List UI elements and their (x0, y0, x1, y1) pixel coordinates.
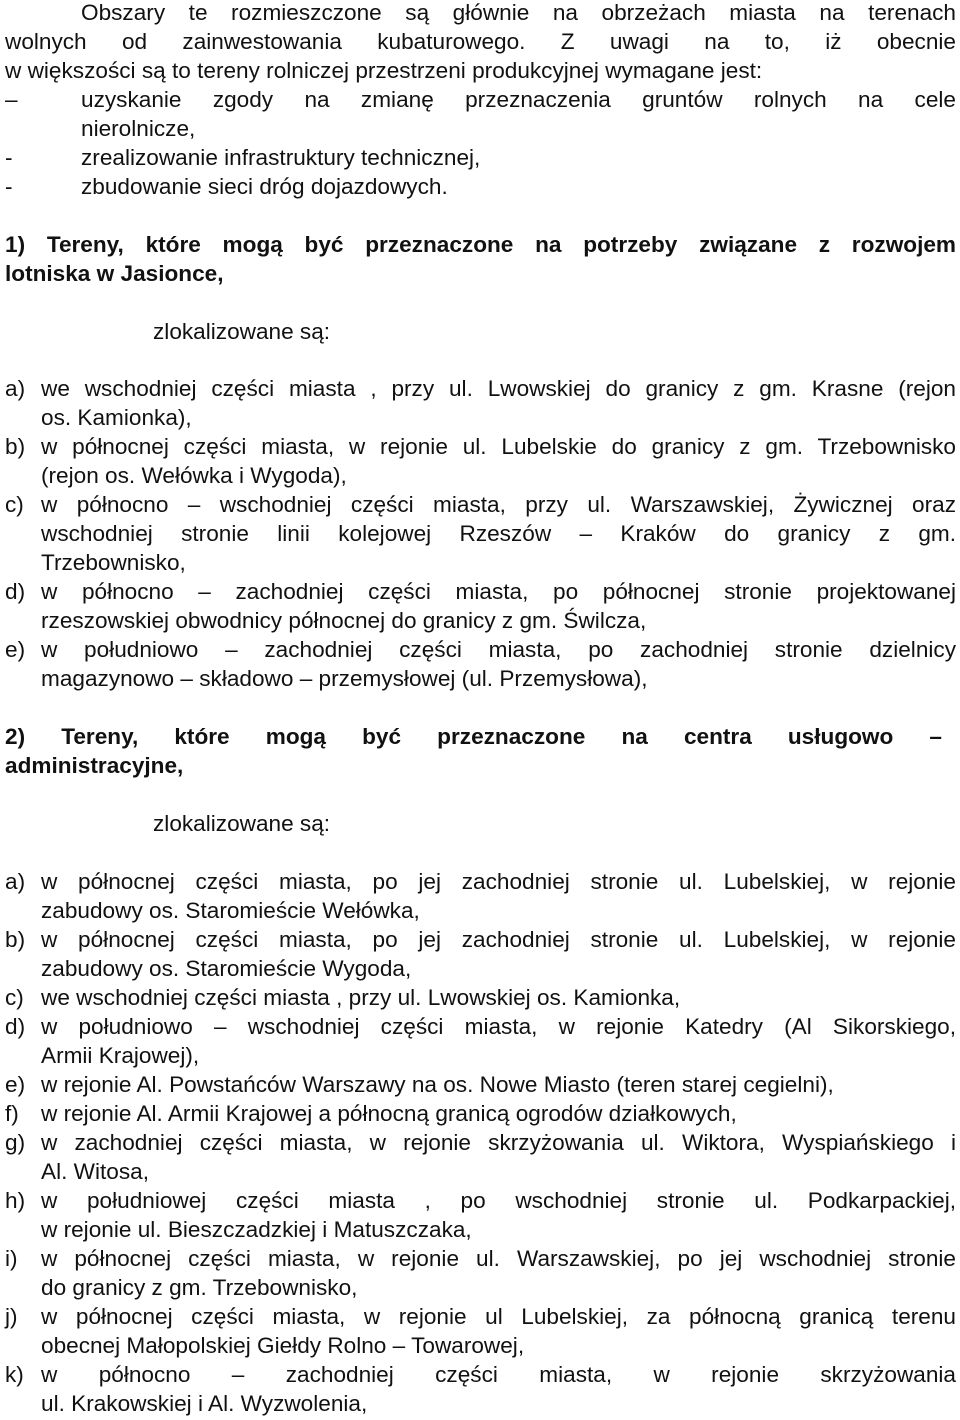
item-marker: i) (5, 1246, 18, 1271)
bullet-text: uzyskanie zgody na zmianę przeznaczenia gruntów rolnych na cele (81, 87, 956, 112)
item-text: w północnej części miasta, po jej zachodniej stronie ul. Lubelskiej, w rejonie (41, 927, 956, 952)
bullet-text: zbudowanie sieci dróg dojazdowych. (81, 174, 448, 199)
item-text: w północno – zachodniej części miasta, w rejonie skrzyżowania (41, 1362, 956, 1387)
section-2-item-k (0, 1360, 960, 1389)
item-marker: b) (5, 927, 26, 952)
section-1-item-c (0, 490, 960, 519)
item-text: w południowo – wschodniej części miasta, w rejonie Katedry (Al Sikorskiego, (41, 1014, 956, 1039)
item-text: ul. Krakowskiej i Al. Wyzwolenia, (41, 1391, 368, 1416)
item-marker: g) (5, 1130, 26, 1155)
section-2-item-j-continuation (0, 1331, 960, 1360)
section-1-item-d (0, 577, 960, 606)
section-2-item-d-continuation (0, 1041, 960, 1070)
item-marker: f) (5, 1101, 19, 1126)
item-text: rzeszowskiej obwodnicy północnej do granicy z gm. Świlcza, (41, 608, 647, 633)
item-marker: e) (5, 1072, 26, 1097)
item-text: do granicy z gm. Trzebownisko, (41, 1275, 358, 1300)
section-1-heading (0, 230, 960, 259)
section-2-item-d (0, 1012, 960, 1041)
located-text: zlokalizowane są: (153, 319, 331, 344)
section-2-item-b-continuation (0, 954, 960, 983)
item-text: w północnej części miasta, w rejonie ul. Warszawskiej, po jej wschodniej stronie (41, 1246, 956, 1271)
section-2-item-j (0, 1302, 960, 1331)
item-marker: d) (5, 579, 26, 604)
heading-text: administracyjne, (5, 753, 184, 778)
located-label (0, 809, 960, 838)
section-2-item-k-continuation (0, 1389, 960, 1418)
item-text: w północno – wschodniej części miasta, przy ul. Warszawskiej, Żywicznej oraz (41, 492, 956, 517)
section-1-item-e-continuation (0, 664, 960, 693)
section-2-item-i-continuation (0, 1273, 960, 1302)
heading-text: 2) Tereny, które mogą być przeznaczone na centra usługowo – (5, 724, 942, 749)
item-text: Al. Witosa, (41, 1159, 149, 1184)
intro-bullet-continuation (0, 114, 960, 143)
section-2-item-b (0, 925, 960, 954)
intro-line (0, 27, 960, 56)
item-marker: e) (5, 637, 26, 662)
section-2-item-e (0, 1070, 960, 1099)
item-text: zabudowy os. Staromieście Wełówka, (41, 898, 420, 923)
item-text: os. Kamionka), (41, 405, 192, 430)
intro-bullet (0, 143, 960, 172)
item-text: magazynowo – składowo – przemysłowej (ul. Przemysłowa), (41, 666, 648, 691)
section-1-item-e (0, 635, 960, 664)
section-1-item-c-continuation (0, 519, 960, 548)
item-text: w północnej części miasta, w rejonie ul Lubelskiej, za północną granicą terenu (41, 1304, 956, 1329)
item-marker: c) (5, 492, 24, 517)
intro-bullet (0, 172, 960, 201)
item-text: wschodniej stronie linii kolejowej Rzeszów – Kraków do granicy z gm. (41, 521, 956, 546)
intro-bullet (0, 85, 960, 114)
intro-text: Obszary te rozmieszczone są głównie na obrzeżach miasta na terenach (81, 0, 956, 25)
heading-text: lotniska w Jasionce, (5, 261, 224, 286)
item-marker: j) (5, 1304, 18, 1329)
section-1-item-a-continuation (0, 403, 960, 432)
bullet-text: zrealizowanie infrastruktury technicznej, (81, 145, 481, 170)
located-label (0, 317, 960, 346)
item-text: we wschodniej części miasta , przy ul. Lwowskiej do granicy z gm. Krasne (rejon (41, 376, 956, 401)
item-marker: c) (5, 985, 24, 1010)
section-2-item-g (0, 1128, 960, 1157)
section-1-item-c-continuation (0, 548, 960, 577)
bullet-marker: – (5, 87, 18, 112)
intro-line (0, 0, 960, 27)
item-text: obecnej Małopolskiej Giełdy Rolno – Towarowej, (41, 1333, 525, 1358)
bullet-marker: - (5, 174, 13, 199)
item-marker: a) (5, 376, 26, 401)
intro-text: wolnych od zainwestowania kubaturowego. Z uwagi na to, iż obecnie (5, 29, 956, 54)
section-1-item-b-continuation (0, 461, 960, 490)
item-marker: b) (5, 434, 26, 459)
intro-line (0, 56, 960, 85)
section-1-item-d-continuation (0, 606, 960, 635)
section-2-item-h-continuation (0, 1215, 960, 1244)
item-marker: d) (5, 1014, 26, 1039)
item-text: w południowej części miasta , po wschodniej stronie ul. Podkarpackiej, (41, 1188, 956, 1213)
section-2-item-g-continuation (0, 1157, 960, 1186)
item-text: w północnej części miasta, po jej zachodniej stronie ul. Lubelskiej, w rejonie (41, 869, 956, 894)
section-2-item-a-continuation (0, 896, 960, 925)
section-2-item-c (0, 983, 960, 1012)
item-text: w południowo – zachodniej części miasta, po zachodniej stronie dzielnicy (41, 637, 956, 662)
item-text: w północno – zachodniej części miasta, po północnej stronie projektowanej (41, 579, 956, 604)
section-1-heading (0, 259, 960, 288)
heading-text: 1) Tereny, które mogą być przeznaczone na potrzeby związane z rozwojem (5, 232, 956, 257)
item-marker: a) (5, 869, 26, 894)
item-text: w rejonie Al. Armii Krajowej a północną granicą ogrodów działkowych, (41, 1101, 737, 1126)
section-1-item-a (0, 374, 960, 403)
bullet-text: nierolnicze, (81, 116, 196, 141)
item-text: w rejonie ul. Bieszczadzkiej i Matuszczaka, (41, 1217, 472, 1242)
item-text: w północnej części miasta, w rejonie ul. Lubelskie do granicy z gm. Trzebownisko (41, 434, 956, 459)
item-text: we wschodniej części miasta , przy ul. Lwowskiej os. Kamionka, (41, 985, 681, 1010)
item-text: Trzebownisko, (41, 550, 186, 575)
intro-text: w większości są to tereny rolniczej przestrzeni produkcyjnej wymagane jest: (5, 58, 763, 83)
item-marker: k) (5, 1362, 24, 1387)
section-2-heading (0, 751, 960, 780)
section-2-item-a (0, 867, 960, 896)
item-text: w zachodniej części miasta, w rejonie skrzyżowania ul. Wiktora, Wyspiańskiego i (41, 1130, 956, 1155)
section-2-item-i (0, 1244, 960, 1273)
section-2-item-f (0, 1099, 960, 1128)
item-marker: h) (5, 1188, 26, 1213)
bullet-marker: - (5, 145, 13, 170)
section-2-item-h (0, 1186, 960, 1215)
section-1-item-b (0, 432, 960, 461)
located-text: zlokalizowane są: (153, 811, 331, 836)
item-text: zabudowy os. Staromieście Wygoda, (41, 956, 412, 981)
section-2-heading (0, 722, 960, 751)
item-text: Armii Krajowej), (41, 1043, 200, 1068)
item-text: (rejon os. Wełówka i Wygoda), (41, 463, 347, 488)
item-text: w rejonie Al. Powstańców Warszawy na os. Nowe Miasto (teren starej cegielni), (41, 1072, 834, 1097)
